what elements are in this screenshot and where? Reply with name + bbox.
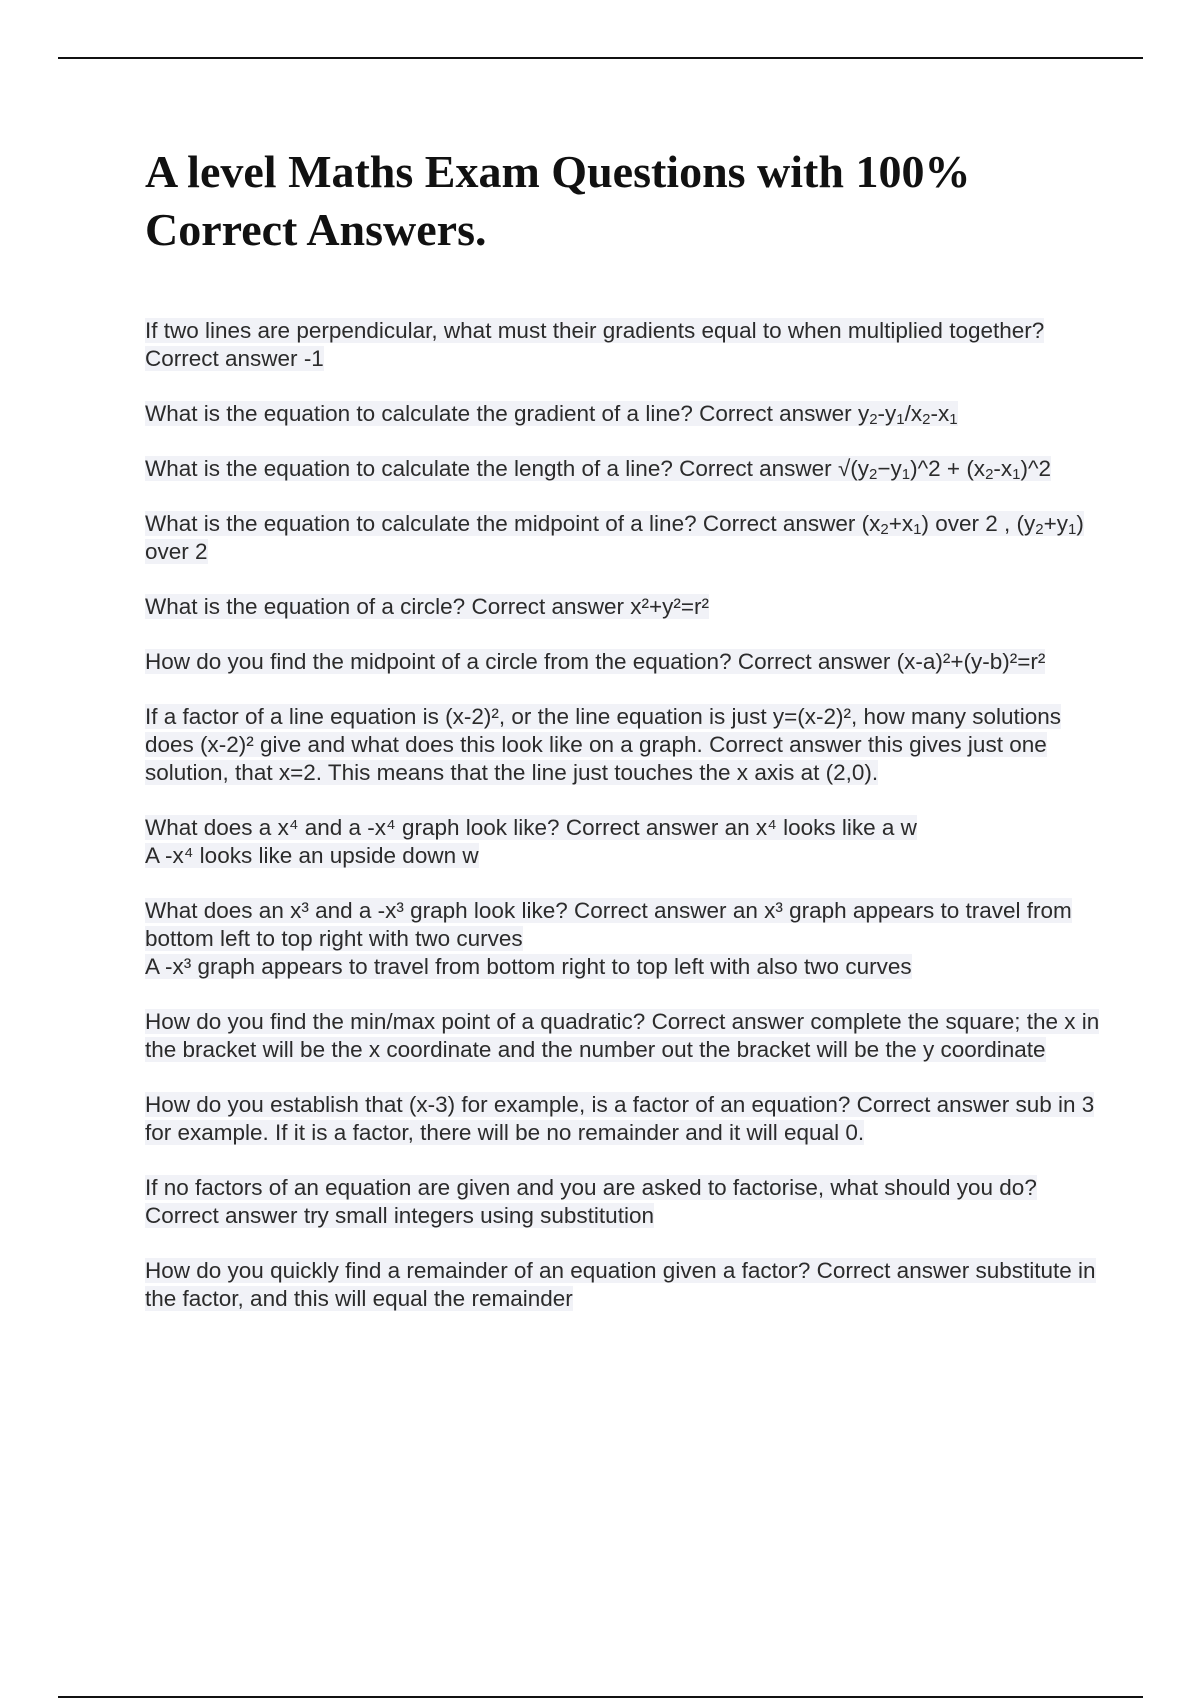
answer-text: -1	[303, 346, 324, 371]
answer-text: substitute in the factor, and this will equal the remainder	[145, 1258, 1096, 1311]
answer-text: complete the square; the x in the bracket will be the x coordinate and the number out the bracket will be the y coordinate	[145, 1009, 1100, 1062]
question-text: What is the equation of a circle?	[145, 594, 466, 619]
footer-rule	[58, 1696, 1143, 1698]
qa-item	[145, 1008, 1105, 1064]
qa-item	[145, 510, 1105, 566]
answer-label: Correct answer	[471, 594, 624, 619]
answer-text: (x-a)²+(y-b)²=r²	[896, 649, 1046, 674]
answer-label: Correct answer	[574, 898, 727, 923]
question-text: How do you establish that (x-3) for example, is a factor of an equation?	[145, 1092, 851, 1117]
answer-label: Correct answer	[702, 511, 856, 536]
answer-label: Correct answer	[679, 456, 832, 481]
question-text: What is the equation to calculate the gradient of a line?	[145, 401, 693, 426]
question-text: How do you find the midpoint of a circle from the equation?	[145, 649, 732, 674]
question-text: What does an x³ and a -x³ graph look like?	[145, 898, 568, 923]
question-text: What is the equation to calculate the midpoint of a line?	[145, 511, 697, 536]
qa-item	[145, 814, 1105, 870]
answer-text: $√(y_2-y_1)\^{}2$ + $(x_2-x_1)\^{}2$	[837, 456, 1052, 483]
answer-text: x²+y²=r²	[630, 594, 710, 619]
qa-item	[145, 400, 1105, 428]
qa-item	[145, 648, 1105, 676]
answer-text: an x³ graph appears to travel from bottom left to top right with two curves	[145, 898, 1072, 951]
qa-item	[145, 703, 1105, 787]
question-text: How do you find the min/max point of a quadratic?	[145, 1009, 646, 1034]
qa-item	[145, 455, 1105, 483]
question-text: What does a x⁴ and a -x⁴ graph look like?	[145, 815, 560, 840]
answer-label: Correct answer	[699, 401, 852, 426]
answer-text-continued: A -x⁴ looks like an upside down w	[145, 843, 479, 868]
answer-label: Correct answer	[856, 1092, 1010, 1117]
question-text: If a factor of a line equation is (x-2)², or the line equation is just y=(x-2)², how many solutions does (x-2)² give and what does this look like on a graph.	[145, 704, 1062, 757]
answer-text: sub in 3 for example. If it is a factor, there will be no remainder and it will equal 0.	[145, 1092, 1095, 1145]
answer-text: an x⁴ looks like a w	[724, 815, 917, 840]
answer-label: Correct answer	[737, 649, 891, 674]
answer-label: Correct answer	[145, 1203, 298, 1228]
answer-label: Correct answer	[651, 1009, 805, 1034]
qa-item	[145, 897, 1105, 981]
question-text: How do you quickly find a remainder of an equation given a factor?	[145, 1258, 811, 1283]
header-rule	[58, 57, 1143, 59]
answer-label: Correct answer	[145, 346, 298, 371]
answer-label: Correct answer	[565, 815, 719, 840]
answer-text: $y_2-y_1/x_2-x_1$	[857, 401, 958, 428]
document-body	[145, 143, 1105, 1340]
qa-item	[145, 1174, 1105, 1230]
question-text: If two lines are perpendicular, what must their gradients equal to when multiplied together?	[145, 318, 1045, 343]
qa-item	[145, 1257, 1105, 1313]
qa-item	[145, 1091, 1105, 1147]
question-text: If no factors of an equation are given and you are asked to factorise, what should you do?	[145, 1175, 1037, 1200]
answer-label: Correct answer	[709, 732, 862, 757]
question-text: What is the equation to calculate the length of a line?	[145, 456, 673, 481]
qa-item	[145, 593, 1105, 621]
answer-label: Correct answer	[816, 1258, 970, 1283]
answer-text: try small integers using substitution	[303, 1203, 654, 1228]
answer-text: $(x_2+x_1)$ over 2 , $(y_2+y_1)$ over 2	[145, 511, 1084, 564]
qa-item	[145, 317, 1105, 373]
page-title: A level Maths Exam Questions with 100% Correct Answers.	[145, 146, 971, 255]
answer-text: this gives just one solution, that x=2. This means that the line just touches the x axis at (2,0).	[145, 732, 1047, 785]
answer-text-continued: A -x³ graph appears to travel from bottom right to top left with also two curves	[145, 954, 912, 979]
